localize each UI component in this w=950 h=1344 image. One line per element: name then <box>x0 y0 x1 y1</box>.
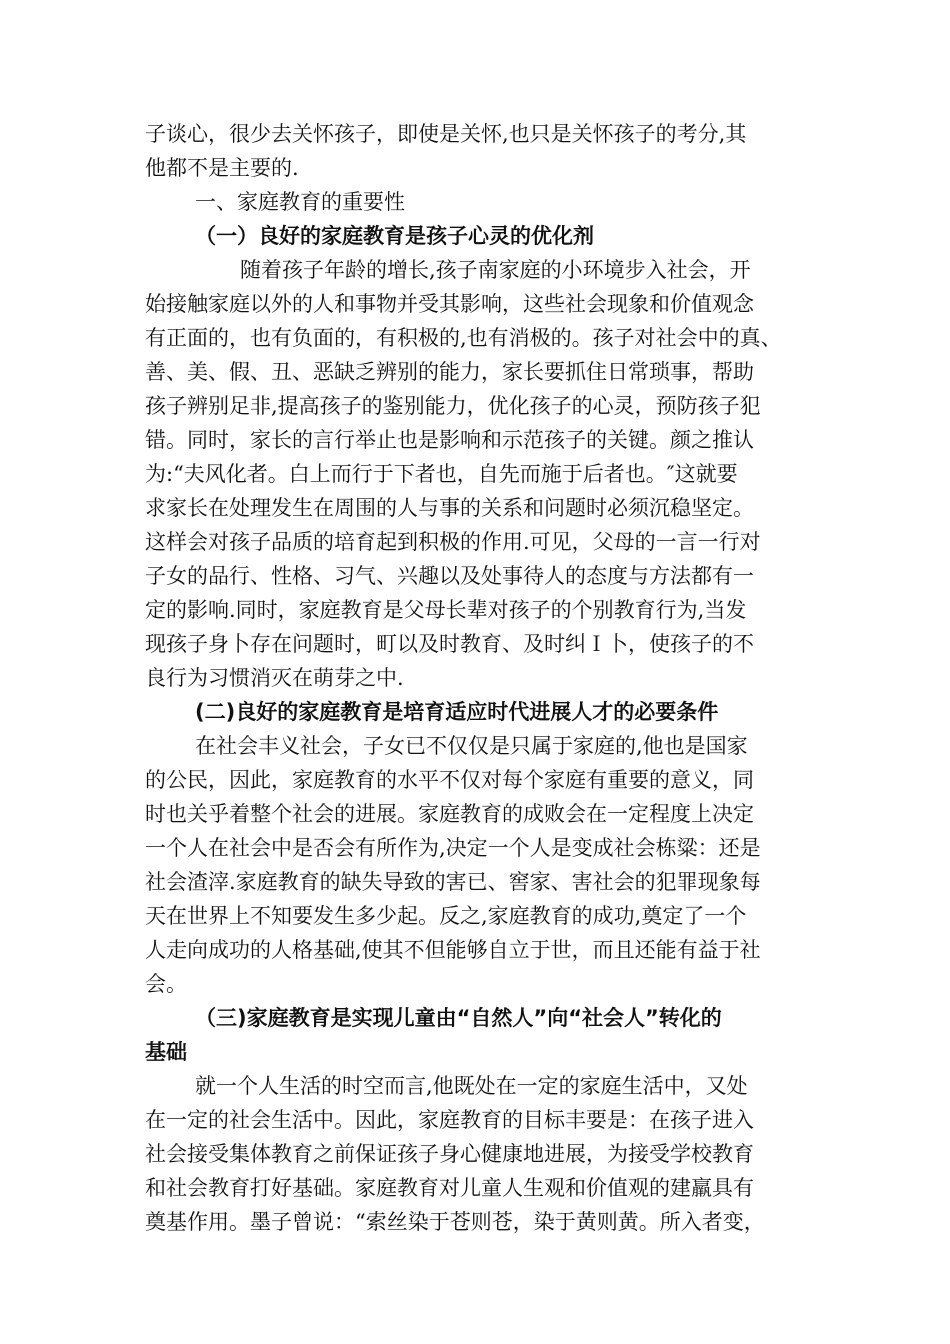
body-line-9: 孩子辨别足非,提高孩子的鉴别能力，优化孩子的心灵，预防孩子犯 <box>145 394 761 418</box>
body-line-8: 善、美、假、丑、恶缺乏辨别的能力，家长要抓住日常琐事，帮助 <box>145 360 754 384</box>
subsection-heading-3-cont: 基础 <box>145 1040 187 1064</box>
body-line-16: 现孩子身卜存在问题时，町以及时教育、及时纠Ｉ卜，使孩子的不 <box>145 632 754 656</box>
body-line-5: 随着孩子年龄的增长,孩子南家庭的小环境步入社会，开 <box>240 258 751 282</box>
body-line-13: 这样会对孩子品质的培育起到积极的作用.可见，父母的一言一行对 <box>145 530 761 554</box>
body-line-33: 奠基作用。墨子曾说：“索丝染于苍则苍，染于黄则黄。所入者变， <box>145 1210 765 1234</box>
body-line-22: 一个人在社会中是否会有所作为,决定一个人是变成社会栋粱：还是 <box>145 836 761 860</box>
body-line-12: 求家长在处理发生在周围的人与事的关系和问题时必须沉稳坚定。 <box>145 496 754 520</box>
body-line-21: 时也关乎着整个社会的进展。家庭教育的成败会在一定程度上决定 <box>145 802 754 826</box>
body-line-26: 会。 <box>145 972 187 996</box>
body-line-14: 子女的品行、性格、习气、兴趣以及处事待人的态度与方法都有一 <box>145 564 754 588</box>
section-heading-1: 一、家庭教育的重要性 <box>195 190 405 214</box>
body-line-6: 始接触家庭以外的人和事物并受其影响，这些社会现象和价值观念 <box>145 292 754 316</box>
body-line-29: 就一个人生活的时空而言,他既处在一定的家庭生活中，又处 <box>195 1074 748 1098</box>
body-line-15: 定的影响.同时，家庭教育是父母长辈对孩子的个别教育行为,当发 <box>145 598 747 622</box>
subsection-heading-3: （三)家庭教育是实现儿童由“自然人”向“社会人”转化的 <box>195 1006 722 1030</box>
body-line-19: 在社会丰义社会，子女已不仅仅是只属于家庭的,他也是国家 <box>195 734 748 758</box>
body-line-24: 天在世界上不知要发生多少起。反之,家庭教育的成功,奠定了一个 <box>145 904 747 928</box>
body-line-30: 在一定的社会生活中。因此，家庭教育的目标丰要是：在孩子进入 <box>145 1108 754 1132</box>
body-line-2: 他都不是主要的. <box>145 156 299 180</box>
body-line-10: 错。同时，家长的言行举止也是影响和示范孩子的关键。颜之推认 <box>145 428 754 452</box>
subsection-heading-1: （一）良好的家庭教育是孩子心灵的优化剂 <box>195 224 594 248</box>
subsection-heading-2: (二)良好的家庭教育是培育适应时代进展人才的必要条件 <box>195 700 719 724</box>
body-line-25: 人走向成功的人格基础,使其不但能够自立于世，而且还能有益于社 <box>145 938 761 962</box>
body-line-17: 良行为习惯消灭在萌芽之中. <box>145 666 404 690</box>
body-line-23: 社会渣滓.家庭教育的缺失导致的害已、窖家、害社会的犯罪现象每 <box>145 870 761 894</box>
body-line-31: 社会接受集体教育之前保证孩子身心健康地进展，为接受学校教育 <box>145 1142 754 1166</box>
body-line-32: 和社会教育打好基础。家庭教育对儿童人生观和价值观的建羸具有 <box>145 1176 754 1200</box>
body-line-20: 的公民，因此，家庭教育的水平不仅对每个家庭有重要的意义，同 <box>145 768 754 792</box>
body-line-1: 子谈心，很少去关怀孩子，即使是关怀,也只是关怀孩子的考分,其 <box>145 122 747 146</box>
body-line-11: 为:“夫风化者。白上而行于下者也，自先而施于后者也。″这就要 <box>145 462 738 486</box>
body-line-7: 有正面的，也有负面的，有积极的,也有消极的。孩子对社会中的真、 <box>145 326 782 350</box>
